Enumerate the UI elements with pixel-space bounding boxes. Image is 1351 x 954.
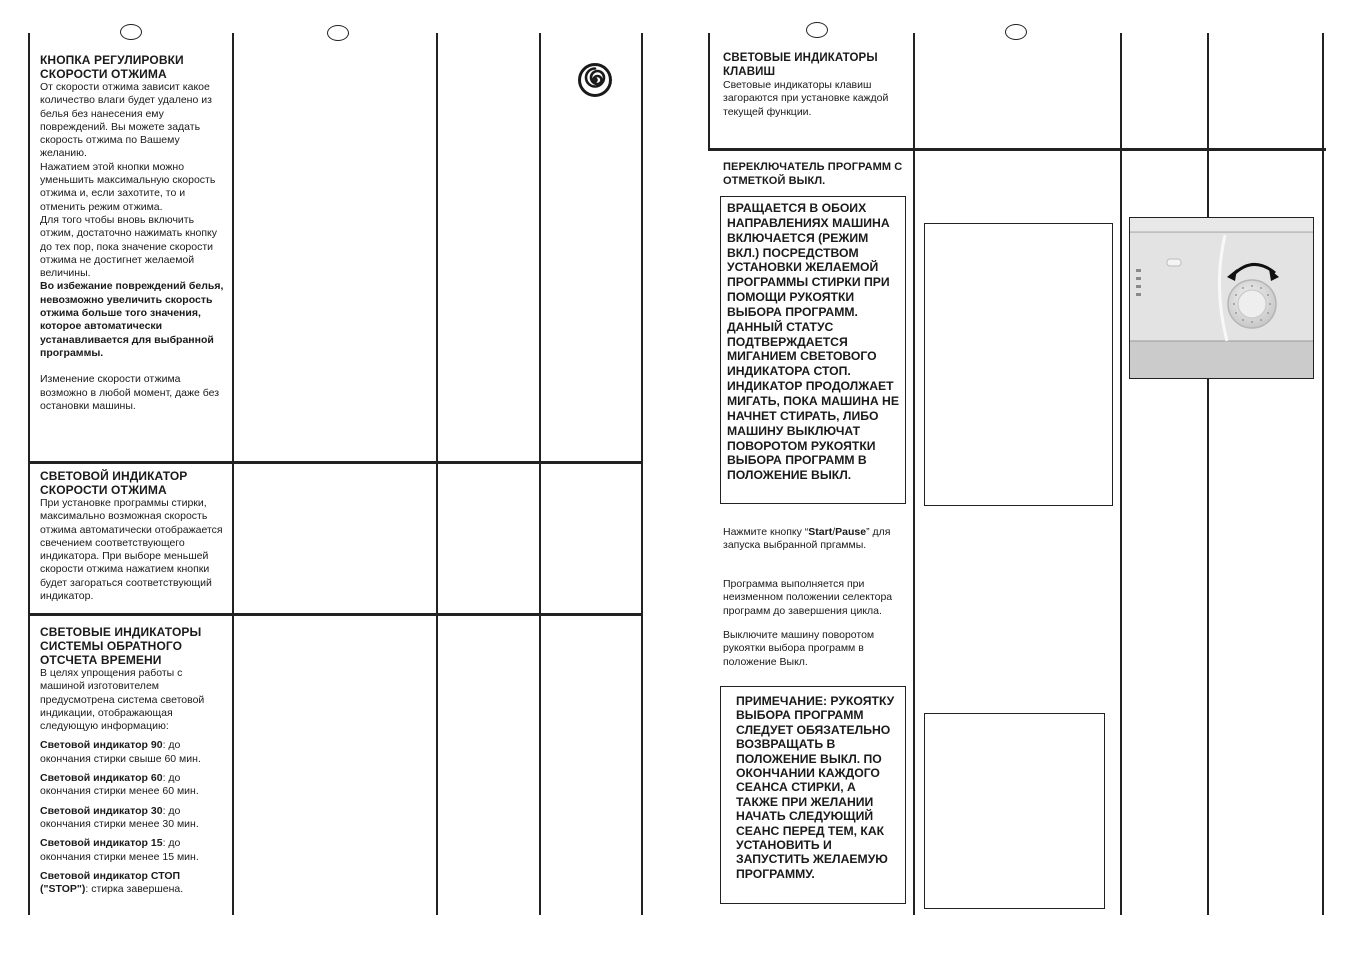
paragraph: Для того чтобы вновь включить отжим, достаточно нажимать кнопку до тех пор, пока значение скорости отжима не достигнет желаемой величины. [40, 213, 217, 280]
language-flag-oval [120, 24, 142, 40]
spin-indicator-section [40, 469, 226, 603]
paragraph: Изменение скорости отжима возможно в любой момент, даже без остановки машины. [40, 373, 220, 412]
indicator-label: Световой индикатор 90 [40, 739, 163, 752]
indicator-text: : стирка завершена. [85, 883, 184, 896]
column-divider [913, 33, 915, 915]
start-instruction [723, 526, 905, 553]
key-lights-section [723, 52, 905, 119]
section-heading: СВЕТОВЫЕ ИНДИКАТОРЫ КЛАВИШ [723, 52, 878, 78]
column-divider [1322, 33, 1324, 915]
start-key-label: Start [808, 526, 833, 538]
paragraph: Выключите машину поворотом рукоятки выбора программ в положение Выкл. [723, 629, 875, 668]
column-divider [232, 33, 234, 915]
section-heading: КНОПКА РЕГУЛИРОВКИ СКОРОСТИ ОТЖИМА [40, 53, 184, 81]
text-fragment: ” для запуска выбранной пргаммы. [723, 526, 891, 552]
column-divider [1207, 33, 1209, 915]
note-text: ПРИМЕЧАНИЕ: РУКОЯТКУ ВЫБОРА ПРОГРАММ СЛЕДУЕТ ОБЯЗАТЕЛЬНО ВОЗВРАЩАТЬ В ПОЛОЖЕНИЕ ВЫКЛ. ПО ОКОНЧАНИИ КАЖДОГО СЕАНСА СТИРКИ, А ТАКЖЕ ПРИ ЖЕЛАНИИ НАЧАТЬ СЛЕДУЮЩИЙ СЕАНС ПЕРЕД ТЕМ, КАК УСТАНОВИТЬ И ЗАПУСТИТЬ ЖЕЛАЕМУЮ ПРОГРАММУ. [736, 694, 895, 881]
column-divider [539, 33, 541, 915]
column-divider [436, 33, 438, 915]
column-divider [1120, 33, 1122, 915]
machine-panel-knob-illustration [1129, 217, 1314, 379]
paragraph [723, 526, 905, 553]
indicator-text: : до окончания стирки менее 60 мин. [40, 772, 199, 798]
language-flag-oval [1005, 24, 1027, 40]
section-divider [28, 613, 643, 616]
program-selector-section [723, 161, 908, 188]
selector-info-text: ВРАЩАЕТСЯ В ОБОИХ НАПРАВЛЕНИЯХ МАШИНА ВКЛЮЧАЕТСЯ (РЕЖИМ ВКЛ.) ПОСРЕДСТВОМ УСТАНОВКИ ЖЕЛАЕМОЙ ПРОГРАММЫ СТИРКИ ПРИ ПОМОЩИ РУКОЯТКИ ВЫБОРА ПРОГРАММ. ДАННЫЙ СТАТУС ПОДТВЕРЖДАЕТСЯ МИГАНИЕМ СВЕТОВОГО ИНДИКАТОРА СТОП. ИНДИКАТОР ПРОДОЛЖАЕТ МИГАТЬ, ПОКА МАШИНА НЕ НАЧНЕТ СТИРАТЬ, ЛИБО МАШИНУ ВЫКЛЮЧАТ ПОВОРОТОМ РУКОЯТКИ ВЫБОРА ПРОГРАММ В ПОЛОЖЕНИЕ ВЫКЛ. [727, 201, 899, 483]
selector-info-box [720, 196, 906, 504]
section-heading: ПЕРЕКЛЮЧАТЕЛЬ ПРОГРАММ С ОТМЕТКОЙ ВЫКЛ. [723, 161, 903, 187]
paragraph: Программа выполняется при неизменном положении селектора программ до завершения цикла. [723, 578, 893, 617]
paragraph: Нажатием этой кнопки можно уменьшить максимальную скорость отжима и, если захотите, то и отменить режим отжима. [40, 160, 216, 213]
program-run-note [723, 578, 905, 618]
indicator-label: Световой индикатор 15 [40, 837, 163, 850]
paragraph: Световые индикаторы клавиш загораются при установке каждой текущей функции. [723, 79, 889, 118]
indicator-text: : до окончания стирки менее 30 мин. [40, 804, 199, 830]
indicator-label: Световой индикатор 30 [40, 804, 163, 817]
indicator-text: : до окончания стирки свыше 60 мин. [40, 739, 201, 765]
indicator-item [40, 837, 226, 864]
note-box [720, 686, 906, 904]
warning-paragraph: Во избежание повреждений белья, невозможно увеличить скорость отжима больше того значения, которое автоматически устанавливается для выбранной программы. [40, 280, 224, 359]
switch-off-note [723, 629, 905, 669]
empty-image-frame [924, 713, 1105, 909]
indicator-item [40, 805, 226, 832]
section-heading: СВЕТОВОЙ ИНДИКАТОР СКОРОСТИ ОТЖИМА [40, 469, 188, 497]
language-flag-oval [806, 22, 828, 38]
text-fragment: / [832, 526, 836, 538]
section-divider [28, 461, 643, 464]
indicator-label: Световой индикатор СТОП ("STOP") [40, 869, 181, 896]
language-flag-oval [327, 25, 349, 41]
indicator-item [40, 772, 226, 799]
column-divider [641, 33, 643, 915]
section-divider [708, 148, 1326, 151]
paragraph: В целях упрощения работы с машиной изготовителем предусмотрена система световой индикации, отображающая следующую информацию: [40, 667, 205, 733]
column-divider [28, 33, 30, 915]
indicator-item [40, 739, 226, 766]
paragraph: При установке программы стирки, максимально возможная скорость отжима автоматически отображается свечением соответствующего индикатора. При выборе меньшей скорости отжима нажатием кнопки будет загораться соответствующий индикатор. [40, 497, 223, 603]
section-heading: СВЕТОВЫЕ ИНДИКАТОРЫ СИСТЕМЫ ОБРАТНОГО ОТСЧЕТА ВРЕМЕНИ [40, 625, 202, 667]
paragraph: От скорости отжима зависит какое количество влаги будет удалено из белья без нанесения ему повреждений. Вы можете задать скорость отжима по Вашему желанию. [40, 81, 212, 160]
pause-key-label: Pause [835, 526, 867, 538]
empty-image-frame [924, 223, 1113, 506]
spin-speed-button-section [40, 53, 226, 413]
text-fragment: Нажмите кнопку “ [723, 526, 809, 538]
indicator-item [40, 870, 226, 897]
indicator-label: Световой индикатор 60 [40, 772, 163, 785]
indicator-text: : до окончания стирки менее 15 мин. [40, 837, 199, 863]
spiral-icon [577, 62, 613, 98]
column-divider [708, 33, 710, 150]
countdown-indicators-section [40, 625, 226, 896]
